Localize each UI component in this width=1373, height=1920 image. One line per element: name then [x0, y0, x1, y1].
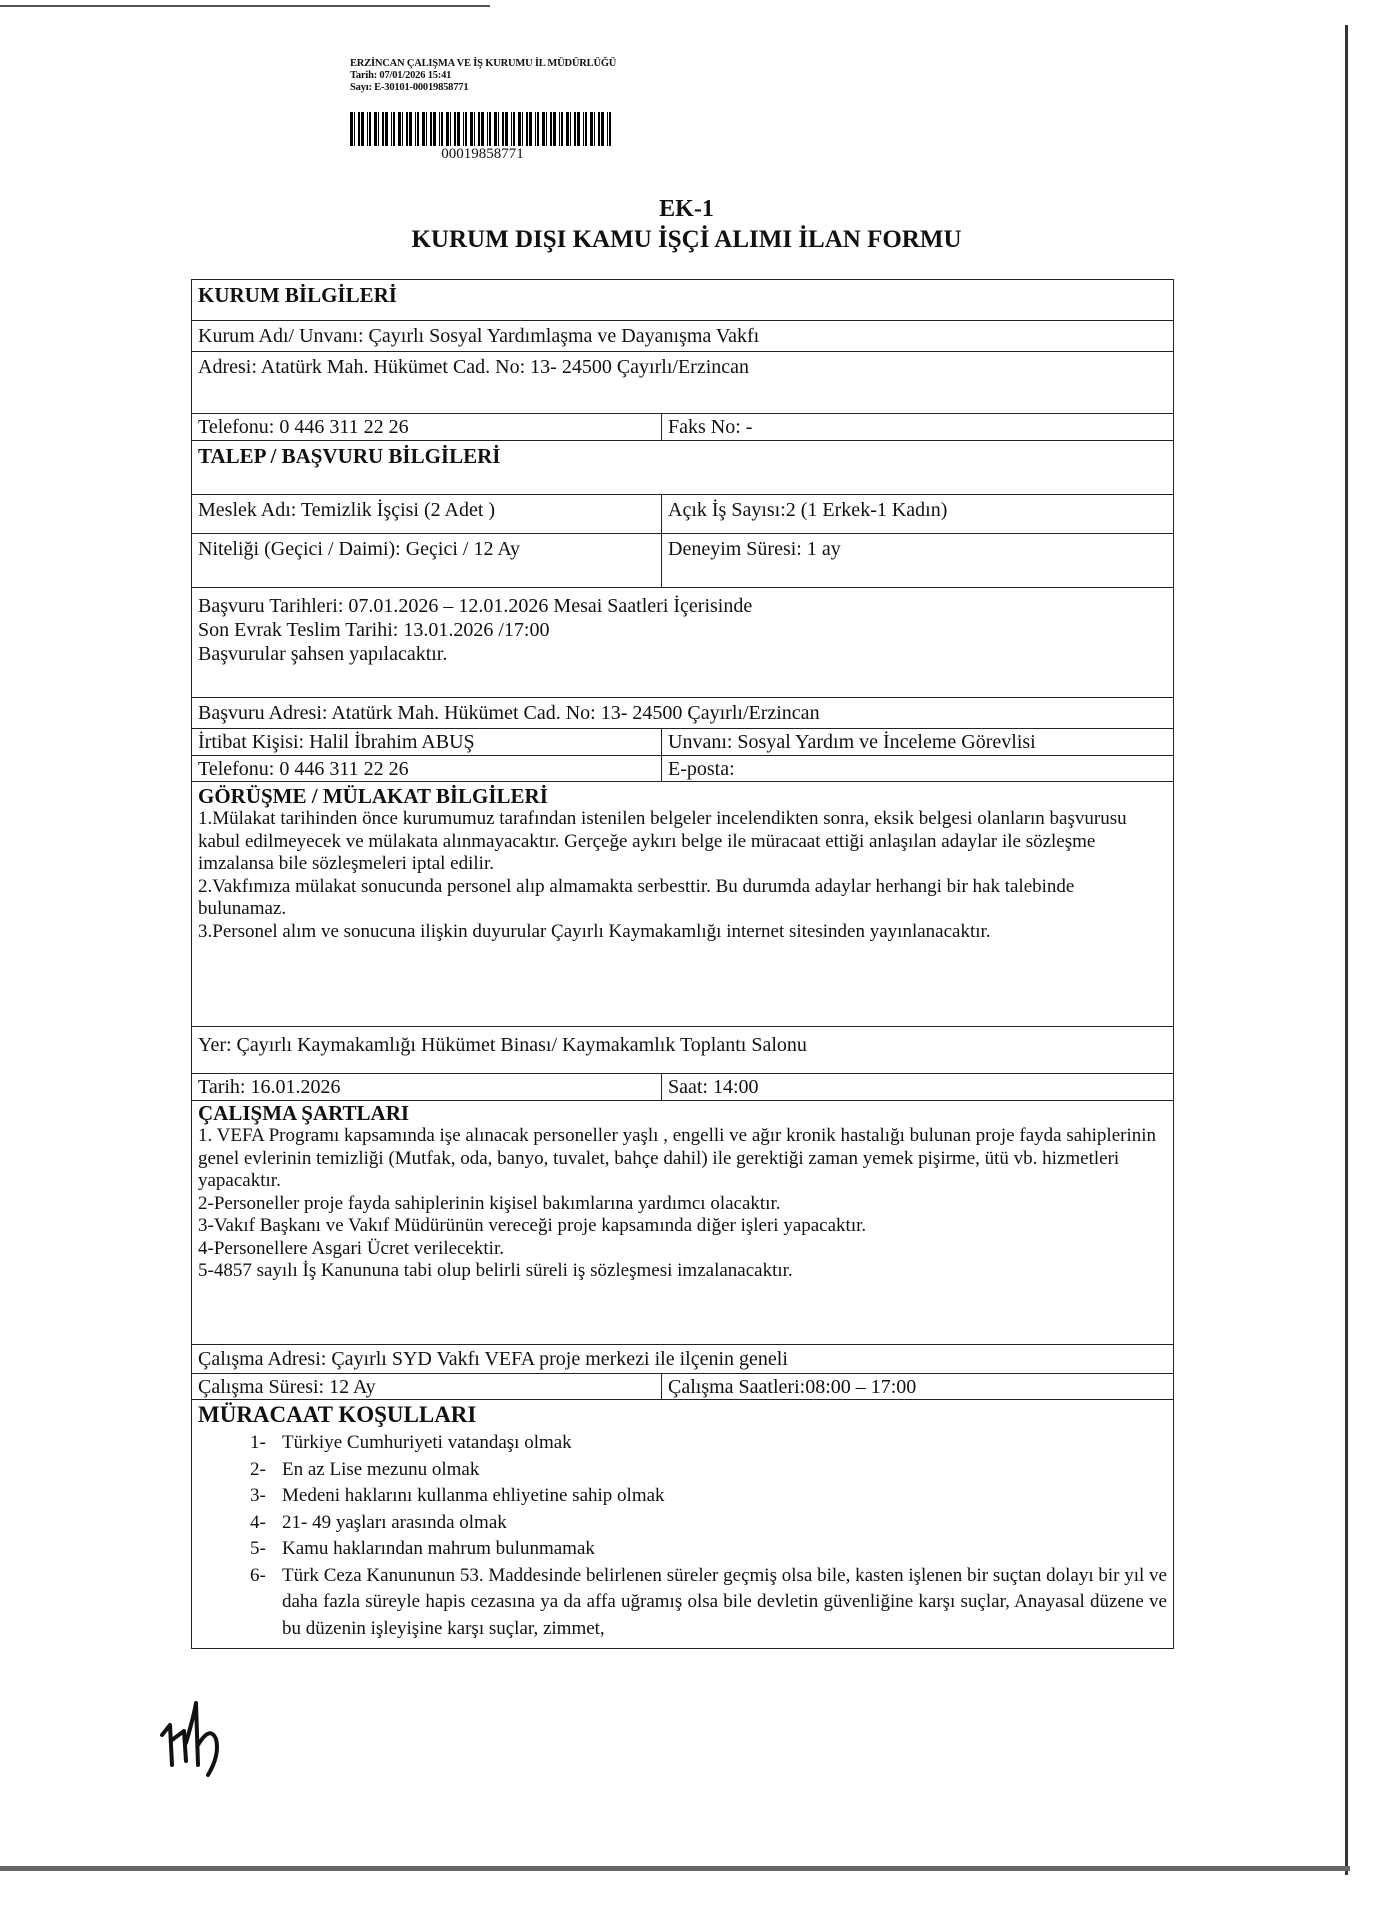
application-condition-item [250, 1536, 1167, 1563]
stamp-date: Tarih: 07/01/2026 15:41 [350, 70, 452, 81]
barcode-bar [566, 112, 569, 146]
job-name: Meslek Adı: Temizlik İşçisi (2 Adet ) [192, 495, 662, 533]
kurum-contact-row [191, 414, 1174, 441]
work-condition-1: 1. VEFA Programı kapsamında işe alınacak personeller yaşlı , engelli ve ağır kronik hastalığı bulunan proje fayda sahiplerinin genel evlerinin temizliği (Mutfak, oda, banyo, tuvalet, bahçe dahil) ile gerektiği zaman yemek pişirme, ütü vb. hizmetleri yapacaktır. [198, 1125, 1157, 1191]
barcode-bar [457, 112, 460, 146]
barcode-bar [470, 112, 473, 146]
item-text: En az Lise mezunu olmak [282, 1458, 480, 1480]
barcode-bar [406, 112, 408, 146]
barcode-bar [481, 112, 484, 146]
barcode-bar [433, 112, 436, 146]
barcode-bar [441, 112, 443, 146]
barcode-bar [439, 112, 440, 146]
barcode-bar [422, 112, 425, 146]
probation: Deneyim Süresi: 1 ay [668, 538, 841, 560]
barcode-bar [585, 112, 587, 146]
barcode-bar [426, 112, 427, 146]
barcode-bar [350, 112, 353, 146]
interview-date: Tarih: 16.01.2026 [192, 1074, 662, 1100]
interview-heading: GÖRÜŞME / MÜLAKAT BİLGİLERİ [198, 784, 548, 808]
barcode-bar [430, 112, 432, 146]
barcode-bar [489, 112, 491, 146]
work-conditions-section [191, 1101, 1174, 1345]
open-positions: Açık İş Sayısı:2 (1 Erkek-1 Kadın) [668, 499, 948, 521]
barcode-bar [374, 112, 377, 146]
barcode-bar [361, 112, 364, 146]
kurum-phone: Telefonu: 0 446 311 22 26 [192, 414, 662, 440]
barcode-bar [598, 112, 600, 146]
barcode-bar [609, 112, 611, 146]
item-number: 6- [250, 1564, 266, 1586]
scan-edge-right [1345, 25, 1348, 1875]
barcode-bar [367, 112, 368, 146]
kurum-fax: Faks No: - [668, 416, 753, 438]
application-condition-item [250, 1510, 1167, 1537]
barcode-bar [354, 112, 355, 146]
barcode-bar [409, 112, 412, 146]
contact-phone-row [191, 756, 1174, 782]
document-deadline: Son Evrak Teslim Tarihi: 13.01.2026 /17:00 [198, 619, 550, 641]
contact-email: E-posta: [668, 758, 735, 780]
barcode-bar [398, 112, 401, 146]
work-condition-3: 3-Vakıf Başkanı ve Vakıf Müdürünün vereceği proje kapsamında diğer işleri yapacaktır. [198, 1215, 867, 1236]
item-number: 4- [250, 1511, 266, 1533]
barcode-bar [607, 112, 608, 146]
barcode-bar [542, 112, 545, 146]
item-text: Kamu haklarından mahrum bulunmamak [282, 1538, 595, 1559]
apply-address-row [191, 698, 1174, 729]
item-text: Türk Ceza Kanununun 53. Maddesinde belirlenen süreler geçmiş olsa bile, kasten işlenen bir suçtan dolayı bir yıl ve daha fazla süreyle hapis cezasına ya da affa uğramış olsa bile devletin güvenliğine karşı suçlar, Anayasal düzene ve bu düzenin işleyişine karşı suçlar, zimmet, [282, 1564, 1167, 1639]
kurum-address-row [191, 352, 1174, 414]
interview-rule-3: 3.Personel alım ve sonucuna ilişkin duyurular Çayırlı Kaymakamlığı internet sitesinden yayınlanacaktır. [198, 920, 991, 942]
handwritten-signature [150, 1695, 240, 1785]
barcode-bar [518, 112, 521, 146]
barcode-bar [474, 112, 475, 146]
barcode-bar [465, 112, 467, 146]
talep-dates-row [191, 588, 1174, 698]
apply-address: Başvuru Adresi: Atatürk Mah. Hükümet Cad. No: 13- 24500 Çayırlı/Erzincan [198, 702, 820, 724]
barcode-bar [454, 112, 456, 146]
kurum-address: Adresi: Atatürk Mah. Hükümet Cad. No: 13- 24500 Çayırlı/Erzincan [198, 356, 750, 378]
interview-datetime-row [191, 1074, 1174, 1101]
application-conditions-section [191, 1400, 1174, 1649]
barcode-bar [369, 112, 371, 146]
barcode-bar [577, 112, 580, 146]
barcode-bar [402, 112, 403, 146]
barcode-bar [594, 112, 595, 146]
work-duration-row [191, 1374, 1174, 1400]
application-condition-item [250, 1563, 1167, 1643]
talep-heading-row [191, 441, 1174, 495]
barcode-bar [553, 112, 556, 146]
contact-row [191, 729, 1174, 756]
contact-title: Unvanı: Sosyal Yardım ve İnceleme Görevlisi [668, 731, 1036, 753]
barcode-bar [570, 112, 571, 146]
barcode-bar [450, 112, 451, 146]
application-conditions-heading: MÜRACAAT KOŞULLARI [198, 1402, 477, 1427]
barcode-bar [522, 112, 523, 146]
barcode-bar [417, 112, 419, 146]
work-address: Çalışma Adresi: Çayırlı SYD Vakfı VEFA proje merkezi ile ilçenin geneli [198, 1348, 788, 1370]
barcode-bar [511, 112, 512, 146]
kurum-heading: KURUM BİLGİLERİ [198, 283, 397, 307]
barcode-bar [478, 112, 480, 146]
barcode-bar [559, 112, 560, 146]
talep-job-row [191, 495, 1174, 534]
barcode-bar [574, 112, 576, 146]
kurum-name: Kurum Adı/ Unvanı: Çayırlı Sosyal Yardımlaşma ve Dayanışma Vakfı [198, 325, 760, 347]
barcode-bar [502, 112, 504, 146]
barcode-bar [358, 112, 360, 146]
barcode-bar [463, 112, 464, 146]
barcode-bar [513, 112, 515, 146]
barcode-bar [505, 112, 508, 146]
work-condition-2: 2-Personeller proje fayda sahiplerinin kişisel bakımlarına yardımcı olacaktır. [198, 1192, 781, 1214]
barcode-bar [382, 112, 384, 146]
job-type: Niteliği (Geçici / Daimi): Geçici / 12 Ay [192, 534, 662, 587]
barcode-bar [601, 112, 604, 146]
contact-phone: Telefonu: 0 446 311 22 26 [192, 756, 662, 781]
application-conditions-list [198, 1430, 1167, 1642]
application-condition-item [250, 1483, 1167, 1510]
kurum-heading-row [191, 279, 1174, 321]
application-condition-item [250, 1457, 1167, 1484]
application-condition-item [250, 1430, 1167, 1457]
item-text: Medeni haklarını kullanma ehliyetine sahip olmak [282, 1485, 665, 1506]
barcode-bar [393, 112, 395, 146]
kurum-name-row [191, 321, 1174, 352]
scan-edge-top [0, 5, 490, 7]
interview-time: Saat: 14:00 [668, 1076, 759, 1098]
barcode-bar [561, 112, 563, 146]
interview-place: Yer: Çayırlı Kaymakamlığı Hükümet Binası/ Kaymakamlık Toplantı Salonu [198, 1034, 807, 1056]
barcode-bar [498, 112, 499, 146]
barcode-bar [590, 112, 593, 146]
talep-heading: TALEP / BAŞVURU BİLGİLERİ [198, 444, 501, 468]
interview-section [191, 782, 1174, 1027]
work-address-row [191, 1345, 1174, 1374]
work-condition-5: 5-4857 sayılı İş Kanununa tabi olup belirli süreli iş sözleşmesi imzalanacaktır. [198, 1260, 793, 1281]
work-condition-4: 4-Personellere Asgari Ücret verilecektir. [198, 1237, 504, 1259]
barcode-bar [494, 112, 497, 146]
barcode-bar [583, 112, 584, 146]
stamp-number: Sayı: E-30101-00019858771 [350, 82, 469, 93]
item-number: 3- [250, 1485, 266, 1506]
barcode-number: 00019858771 [441, 146, 524, 162]
barcode-bar [526, 112, 528, 146]
talep-type-row [191, 534, 1174, 588]
barcode-bar [415, 112, 416, 146]
barcode-bar [537, 112, 539, 146]
barcode-bar [446, 112, 449, 146]
barcode-bar [487, 112, 488, 146]
interview-rule-2: 2.Vakfımıza mülakat sonucunda personel alıp almamakta serbesttir. Bu durumda adaylar herhangi bir hak talebinde bulunamaz. [198, 875, 1075, 919]
work-duration: Çalışma Süresi: 12 Ay [192, 1374, 662, 1399]
barcode-bar [378, 112, 379, 146]
barcode-bar [529, 112, 532, 146]
annex-label: EK-1 [659, 196, 714, 222]
item-number: 1- [250, 1432, 266, 1453]
barcode-bar [535, 112, 536, 146]
item-text: Türkiye Cumhuriyeti vatandaşı olmak [282, 1432, 572, 1453]
form-title: KURUM DIŞI KAMU İŞÇİ ALIMI İLAN FORMU [411, 226, 962, 253]
interview-rule-1: 1.Mülakat tarihinden önce kurumumuz tarafından istenilen belgeler incelendikten sonra, eksik belgesi olanların başvurusu kabul edilmeyecek ve mülakata alınmayacaktır. Gerçeğe aykırı belge ile müracaat ettiği anlaşılan adaylar ile sözleşme imzalansa bile sözleşmeleri iptal edilir. [198, 808, 1127, 874]
item-number: 5- [250, 1538, 266, 1559]
barcode-bar [546, 112, 547, 146]
barcode-bar [391, 112, 392, 146]
barcode [350, 112, 615, 146]
barcode-bar [385, 112, 388, 146]
item-number: 2- [250, 1458, 266, 1480]
registry-stamp [350, 58, 616, 94]
barcode-bar [550, 112, 552, 146]
interview-place-row [191, 1027, 1174, 1074]
contact-person: İrtibat Kişisi: Halil İbrahim ABUŞ [192, 729, 662, 755]
stamp-institution: ERZİNCAN ÇALIŞMA VE İŞ KURUMU İL MÜDÜRLÜĞÜ [350, 58, 617, 69]
work-hours: Çalışma Saatleri:08:00 – 17:00 [668, 1376, 917, 1398]
scan-edge-bottom [0, 1866, 1350, 1871]
application-dates: Başvuru Tarihleri: 07.01.2026 – 12.01.2026 Mesai Saatleri İçerisinde [198, 595, 753, 617]
item-text: 21- 49 yaşları arasında olmak [282, 1511, 507, 1533]
in-person-note: Başvurular şahsen yapılacaktır. [198, 643, 448, 665]
work-conditions-heading: ÇALIŞMA ŞARTLARI [198, 1101, 410, 1125]
